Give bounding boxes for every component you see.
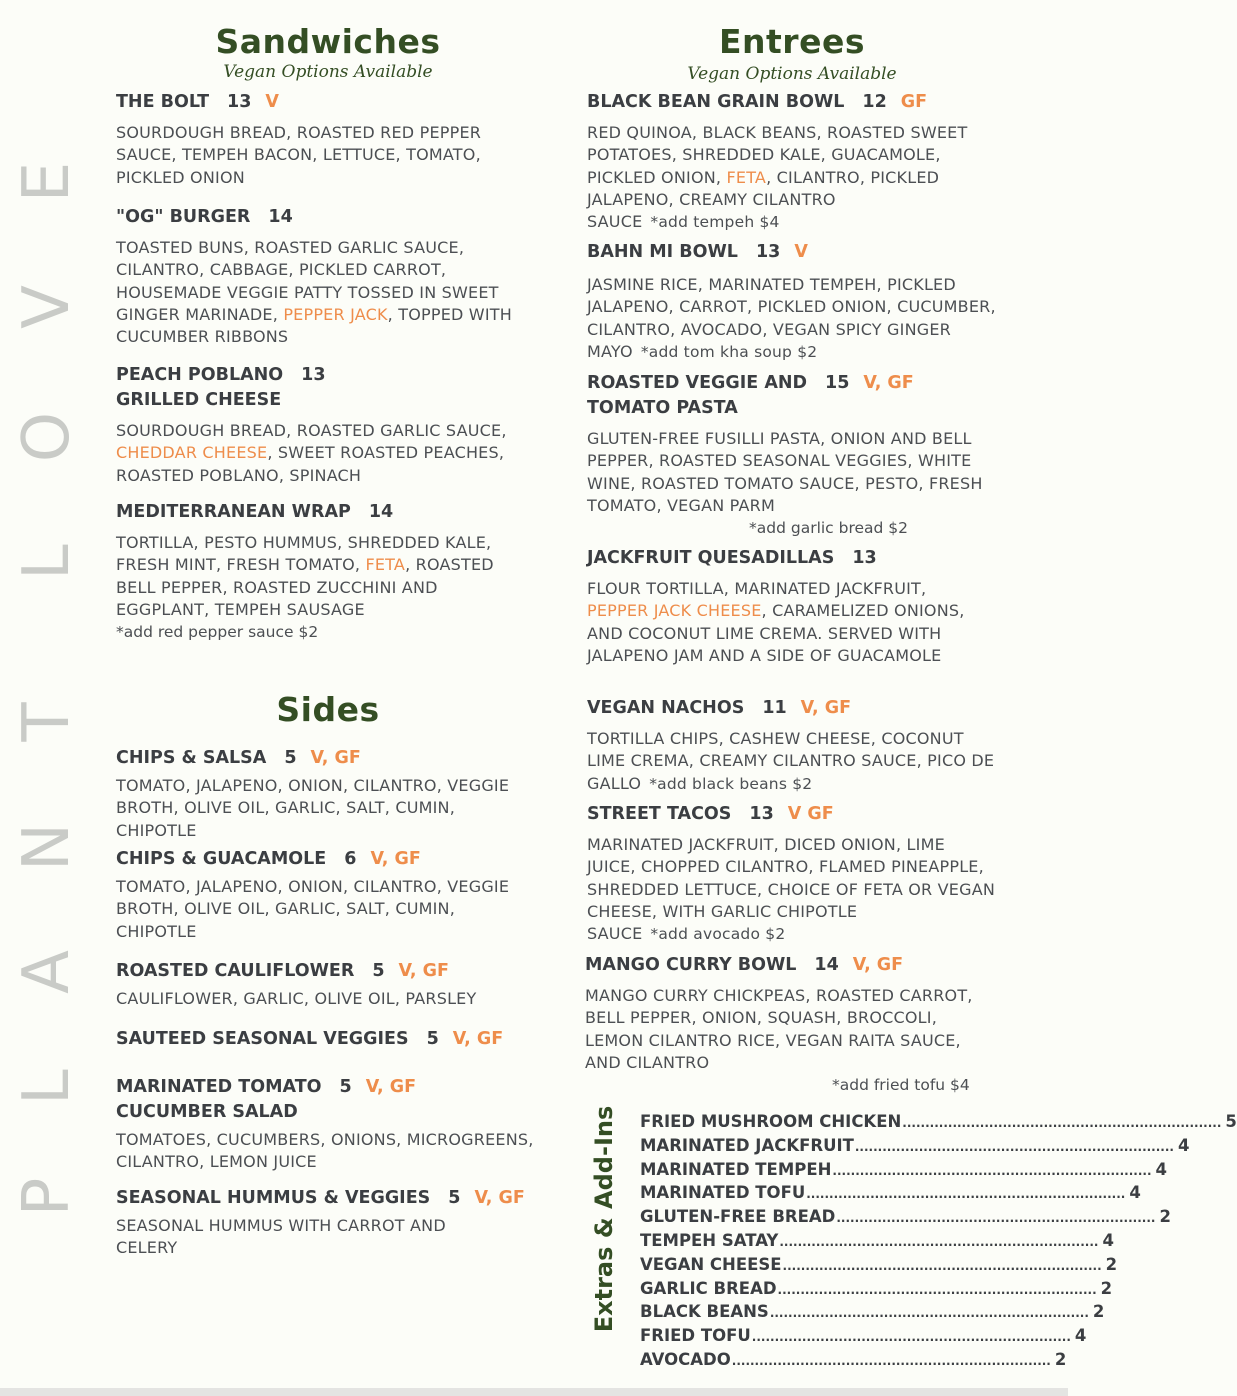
item-heading: THE BOLT 13 V	[116, 92, 279, 112]
extra-item: MARINATED TEMPEH ...................................................................... 4	[640, 1159, 1168, 1179]
description-text: TORTILLA CHIPS, CASHEW CHEESE, COCONUT LIME CREMA, CREAMY CILANTRO SAUCE, PICO DE GALLO	[587, 729, 995, 793]
item-heading: PEACH POBLANO 13 GRILLED CHEESE	[116, 365, 326, 410]
highlighted-ingredient: PEPPER JACK CHEESE	[587, 601, 762, 621]
highlighted-ingredient: CHEDDAR CHEESE	[116, 443, 268, 463]
description-text: , CILANTRO, PICKLED JALAPENO, CREAMY CILANTRO SAUCE	[587, 167, 940, 232]
menu-item-seasonal-hummus	[116, 1186, 556, 1260]
description-text: , TOPPED WITH CUCUMBER RIBBONS	[116, 304, 512, 347]
highlighted-ingredient: FETA	[726, 167, 767, 187]
menu-item-veggie-tomato-pasta	[587, 371, 1007, 539]
extra-item: MARINATED TOFU ...................................................................... 4	[640, 1183, 1141, 1203]
entrees-title: Entrees	[719, 22, 865, 61]
menu-item-tomato-cucumber-salad	[116, 1075, 536, 1174]
extra-item: AVOCADO ...................................................................... 2	[640, 1349, 1067, 1369]
extra-item: TEMPEH SATAY ...................................................................... 4	[640, 1230, 1114, 1250]
menu-item-mango-curry-bowl	[585, 953, 985, 1096]
menu-item-roasted-cauliflower	[116, 959, 536, 1010]
menu-item-chips-guacamole	[116, 847, 516, 943]
item-description	[587, 728, 997, 795]
description-text: SEASONAL HUMMUS WITH CARROT AND CELERY	[116, 1216, 446, 1258]
item-description	[587, 122, 977, 233]
item-description	[116, 420, 526, 487]
menu-item-peach-poblano	[116, 363, 526, 487]
sides-title: Sides	[276, 690, 380, 729]
item-heading: VEGAN NACHOS 11 V, GF	[587, 698, 852, 718]
item-heading: CHIPS & GUACAMOLE 6 V, GF	[116, 849, 421, 869]
extra-item: VEGAN CHEESE ...................................................................... 2	[640, 1254, 1118, 1274]
description-text: SOURDOUGH BREAD, ROASTED GARLIC SAUCE,	[116, 421, 507, 440]
item-description	[116, 237, 516, 348]
extra-item: FRIED MUSHROOM CHICKEN ...................................................................... 5	[640, 1112, 1237, 1131]
item-addon: *add tempeh $4	[650, 213, 780, 232]
description-text: JASMINE RICE, MARINATED TEMPEH, PICKLED JALAPENO, CARROT, PICKLED ONION, CUCUMBER, CILANTRO, AVOCADO, VEGAN SPICY GINGER MAYO	[587, 275, 996, 361]
item-addon: *add fried tofu $4	[832, 1076, 970, 1095]
item-heading: "OG" BURGER 14	[116, 207, 293, 227]
item-addon: *add tom kha soup $2	[640, 342, 818, 361]
sandwiches-subtitle: Vegan Options Available	[223, 62, 433, 82]
item-description	[116, 876, 516, 943]
brand-vertical-text	[10, 150, 84, 1230]
menu-item-jackfruit-quesadillas	[587, 546, 987, 667]
extra-item: BLACK BEANS ...................................................................... 2	[640, 1302, 1105, 1322]
item-description	[587, 578, 987, 667]
brand-letter: A	[10, 950, 84, 994]
item-description	[587, 428, 1007, 517]
item-description	[587, 834, 997, 945]
item-heading: MARINATED TOMATO 5 V, GF CUCUMBER SALAD	[116, 1077, 417, 1122]
menu-item-sauteed-veggies	[116, 1027, 556, 1052]
item-description	[116, 775, 516, 842]
item-heading: BLACK BEAN GRAIN BOWL 12 GF	[587, 92, 928, 112]
description-text: TOMATOES, CUCUMBERS, ONIONS, MICROGREENS, CILANTRO, LEMON JUICE	[116, 1130, 534, 1172]
description-text: SOURDOUGH BREAD, ROASTED RED PEPPER SAUCE, TEMPEH BACON, LETTUCE, TOMATO, PICKLED ONION	[116, 123, 482, 187]
item-addon: *add avocado $2	[650, 925, 786, 944]
item-description	[116, 1215, 496, 1260]
menu-item-chips-salsa	[116, 746, 516, 842]
item-heading: JACKFRUIT QUESADILLAS 13	[587, 548, 877, 568]
menu-item-bahn-mi-bowl	[587, 240, 1007, 363]
description-text: MANGO CURRY CHICKPEAS, ROASTED CARROT, BELL PEPPER, ONION, SQUASH, BROCCOLI, LEMON CILANTRO RICE, VEGAN RAITA SAUCE, AND CILANTRO	[585, 986, 973, 1072]
item-addon: *add red pepper sauce $2	[116, 623, 319, 642]
item-heading: BAHN MI BOWL 13 V	[587, 242, 808, 262]
item-heading: MANGO CURRY BOWL 14 V, GF	[585, 955, 904, 975]
brand-letter: N	[10, 823, 84, 871]
page-bottom-edge	[0, 1388, 1068, 1396]
sandwiches-title: Sandwiches	[215, 22, 441, 61]
item-description	[116, 1129, 536, 1174]
item-heading: MEDITERRANEAN WRAP 14	[116, 502, 394, 522]
extras-title: Extras & Add-Ins	[590, 1105, 618, 1333]
menu-item-street-tacos	[587, 802, 997, 945]
item-heading: STREET TACOS 13 V GF	[587, 804, 834, 824]
menu-item-og-burger	[116, 205, 516, 348]
brand-letter: P	[10, 1177, 84, 1217]
description-text: , CARAMELIZED ONIONS, AND COCONUT LIME CREMA. SERVED WITH JALAPENO JAM AND A SIDE OF GUACAMOLE	[587, 601, 965, 665]
extra-item: FRIED TOFU ...................................................................... 4	[640, 1326, 1087, 1346]
item-description	[587, 274, 1007, 363]
description-text: TOASTED BUNS, ROASTED GARLIC SAUCE, CILANTRO, CABBAGE, PICKLED CARROT, HOUSEMADE VEGGIE PATTY TOSSED IN SWEET GINGER MARINADE,	[116, 238, 499, 324]
item-heading: CHIPS & SALSA 5 V, GF	[116, 748, 361, 768]
item-description	[116, 532, 536, 621]
extra-item: GARLIC BREAD ...................................................................... 2	[640, 1278, 1113, 1298]
description-text: , SWEET ROASTED PEACHES, ROASTED POBLANO, SPINACH	[116, 443, 505, 485]
brand-letter: E	[10, 161, 84, 203]
description-text: TORTILLA, PESTO HUMMUS, SHREDDED KALE, FRESH MINT, FRESH TOMATO,	[116, 533, 492, 575]
extras-list	[640, 1112, 1237, 1374]
brand-letter: L	[10, 1069, 84, 1105]
description-text: TOMATO, JALAPENO, ONION, CILANTRO, VEGGIE BROTH, OLIVE OIL, GARLIC, SALT, CUMIN, CHIPOTLE	[116, 877, 510, 941]
menu-item-mediterranean-wrap	[116, 500, 536, 643]
brand-letter: T	[10, 702, 84, 742]
item-description	[116, 988, 536, 1010]
description-text: , ROASTED BELL PEPPER, ROASTED ZUCCHINI AND EGGPLANT, TEMPEH SAUSAGE	[116, 555, 494, 619]
item-addon: *add garlic bread $2	[749, 519, 909, 538]
extra-item: GLUTEN-FREE BREAD ...................................................................... 2	[640, 1207, 1171, 1227]
extra-item: MARINATED JACKFRUIT ...................................................................... 4	[640, 1135, 1190, 1155]
item-addon: *add black beans $2	[649, 774, 813, 793]
entrees-subtitle: Vegan Options Available	[687, 64, 897, 84]
description-text: RED QUINOA, BLACK BEANS, ROASTED SWEET POTATOES, SHREDDED KALE, GUACAMOLE, PICKLED ONION,	[587, 123, 968, 187]
brand-letter: O	[10, 411, 84, 463]
description-text: CAULIFLOWER, GARLIC, OLIVE OIL, PARSLEY	[116, 989, 477, 1008]
brand-letter: L	[10, 544, 84, 580]
item-heading: SEASONAL HUMMUS & VEGGIES 5 V, GF	[116, 1188, 525, 1208]
item-heading: SAUTEED SEASONAL VEGGIES 5 V, GF	[116, 1029, 504, 1049]
item-heading: ROASTED CAULIFLOWER 5 V, GF	[116, 961, 449, 981]
item-description	[116, 122, 536, 189]
highlighted-ingredient: PEPPER JACK	[283, 304, 388, 324]
menu-item-the-bolt	[116, 90, 536, 189]
description-text: TOMATO, JALAPENO, ONION, CILANTRO, VEGGIE BROTH, OLIVE OIL, GARLIC, SALT, CUMIN, CHIPOTLE	[116, 776, 510, 840]
highlighted-ingredient: FETA	[365, 555, 406, 575]
item-heading: ROASTED VEGGIE AND 15 V, GF TOMATO PASTA	[587, 373, 914, 418]
description-text: MARINATED JACKFRUIT, DICED ONION, LIME JUICE, CHOPPED CILANTRO, FLAMED PINEAPPLE, SHREDDED LETTUCE, CHOICE OF FETA OR VEGAN CHEESE, WITH GARLIC CHIPOTLE SAUCE	[587, 835, 996, 944]
brand-letter: V	[10, 285, 84, 329]
description-text: GLUTEN-FREE FUSILLI PASTA, ONION AND BELL PEPPER, ROASTED SEASONAL VEGGIES, WHITE WINE, ROASTED TOMATO SAUCE, PESTO, FRESH TOMATO, VEGAN PARM	[587, 429, 983, 515]
item-description	[585, 985, 985, 1074]
description-text: FLOUR TORTILLA, MARINATED JACKFRUIT,	[587, 579, 927, 598]
menu-item-vegan-nachos	[587, 696, 997, 795]
menu-item-black-bean-bowl	[587, 90, 977, 233]
